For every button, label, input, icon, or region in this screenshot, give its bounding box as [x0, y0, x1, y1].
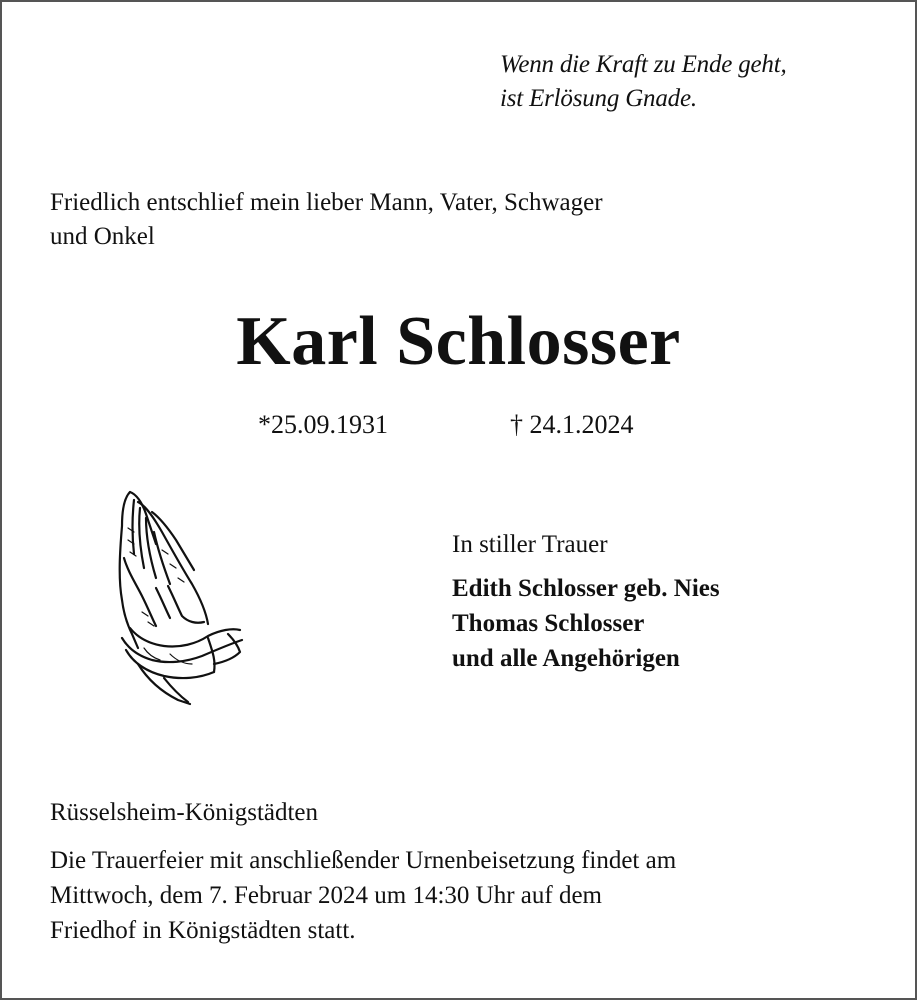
mourning-section — [452, 528, 720, 676]
mourner-name: Thomas Schlosser — [452, 610, 645, 637]
intro-line-1: Friedlich entschlief mein lieber Mann, Vater, Schwager — [50, 189, 603, 216]
mourning-label: In stiller Trauer — [452, 531, 608, 558]
intro-text — [50, 186, 603, 254]
mourner-name: und alle Angehörigen — [452, 645, 680, 672]
motto-line-1: Wenn die Kraft zu Ende geht, — [500, 51, 787, 78]
mourner-names — [452, 571, 720, 676]
service-line-3: Friedhof in Königstädten statt. — [50, 917, 356, 944]
intro-line-2: und Onkel — [50, 223, 155, 250]
mourner-name: Edith Schlosser geb. Nies — [452, 575, 720, 602]
death-date: † 24.1.2024 — [510, 410, 634, 439]
service-details — [50, 843, 676, 948]
deceased-name: Karl Schlosser — [236, 303, 681, 380]
service-line-2: Mittwoch, dem 7. Februar 2024 um 14:30 Uhr auf dem — [50, 882, 602, 909]
birth-date: *25.09.1931 — [258, 410, 388, 439]
service-line-1: Die Trauerfeier mit anschließender Urnenbeisetzung findet am — [50, 847, 677, 874]
praying-hands-icon — [108, 488, 248, 708]
location: Rüsselsheim-Königstädten — [50, 799, 319, 826]
motto-line-2: ist Erlösung Gnade. — [500, 85, 697, 112]
motto — [500, 48, 787, 116]
